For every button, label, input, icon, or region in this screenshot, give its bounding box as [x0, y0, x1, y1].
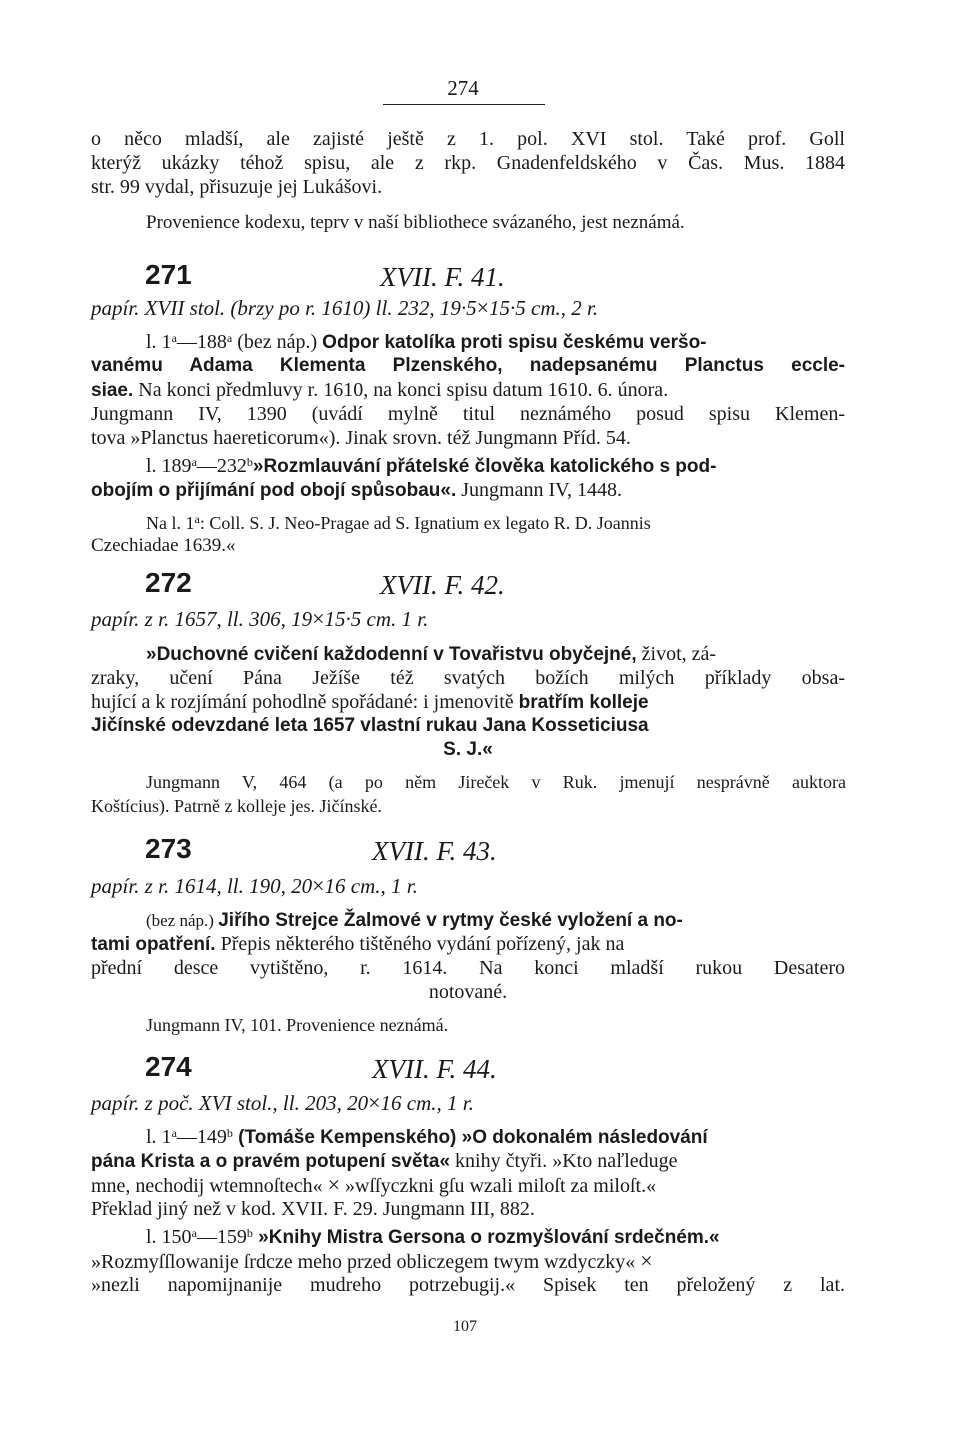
work-title: Odpor katolíka proti spisu českému veršo-	[322, 332, 707, 353]
entry-paragraph: l. 1$^a$—188$^a$ (bez náp.) Odpor katolíka proti spisu českému veršo-	[146, 331, 707, 353]
times-sign: ×	[640, 1248, 653, 1273]
intro-line: kterýž ukázky téhož spisu, ale z rkp. Gnadenfeldského v Čas. Mus. 1884	[91, 152, 845, 174]
entry-meta	[91, 1092, 474, 1114]
times-sign: ×	[327, 1172, 341, 1197]
entry-paragraph: obojím o přijímání pod obojí spůsobau«. Jungmann IV, 1448.	[91, 479, 622, 501]
work-title: bratřím kolleje	[518, 692, 649, 713]
provenance-note: Provenience kodexu, teprv v naší bibliothece svázaného, jest neznámá.	[146, 212, 685, 233]
meta-text: 16 cm., 1 r.	[324, 874, 418, 898]
entry-number: 273	[145, 833, 192, 864]
entry-paragraph: »nezli napomijnanije mudreho potrzebugij.« Spisek ten přeložený z lat.	[91, 1274, 845, 1296]
entry-meta	[91, 297, 598, 319]
entry-paragraph: l. 150$^a$—159$^b$ »Knihy Mistra Gersona o rozmyšlování srdečném.«	[146, 1226, 720, 1248]
entry-number: 272	[145, 567, 192, 598]
entry-paragraph: přední desce vytištěno, r. 1614. Na konci mladší rukou Desatero	[91, 957, 845, 979]
entry-paragraph: (bez náp.) Jiřího Strejce Žalmové v rytmy české vyložení a no-	[146, 910, 683, 931]
entry-paragraph: Jungmann IV, 1390 (uvádí mylně titul neznámého posud spisu Klemen-	[91, 403, 845, 425]
entry-paragraph: hující a k rozjímání pohodlně spořádané: i jmenovitě bratřím kolleje	[91, 691, 649, 713]
entry-paragraph: »Duchovné cvičení každodenní v Tovařistvu obyčejné, život, zá-	[146, 643, 717, 665]
meta-text: papír. z r. 1614, ll. 190, 20	[91, 874, 313, 898]
work-title: vanému Adama Klementa Plzenského, nadepsanému Planctus eccle-	[91, 355, 845, 376]
work-title: »Knihy Mistra Gersona o rozmyšlování srdečném.«	[252, 1227, 720, 1248]
entry-meta	[91, 608, 428, 630]
entry-note: Jungmann IV, 101. Provenience neznámá.	[146, 1015, 449, 1035]
work-title: Jiřího Strejce Žalmové v rytmy české vyložení a no-	[218, 910, 683, 931]
entry-paragraph: Překlad jiný než v kod. XVII. F. 29. Jungmann III, 882.	[91, 1198, 535, 1220]
signature-mark: 107	[453, 1318, 477, 1335]
meta-text: papír. XVII stol. (brzy po r. 1610) ll. 232, 19·5	[91, 296, 477, 320]
times-sign: ×	[312, 606, 325, 631]
meta-text: papír. z r. 1657, ll. 306, 19	[91, 607, 313, 631]
entry-number: 274	[145, 1051, 192, 1082]
entry-meta	[91, 875, 418, 897]
times-sign: ×	[312, 873, 325, 898]
meta-text: 15·5 cm. 1 r.	[324, 607, 429, 631]
intro-line: str. 99 vydal, přisuzuje jej Lukášovi.	[91, 176, 383, 198]
entry-paragraph: pána Krista a o pravém potupení světa« knihy čtyři. »Kto naľleduge	[91, 1150, 678, 1172]
shelf-signature: XVII. F. 42.	[380, 570, 505, 600]
work-title: obojím o přijímání pod obojí spůsobau«.	[91, 480, 457, 501]
shelf-signature: XVII. F. 43.	[372, 836, 497, 866]
work-title: »Rozmlauvání přátelské člověka katolického s pod-	[252, 456, 717, 477]
entry-paragraph: l. 1$^a$—149$^b$ (Tomáše Kempenského) »O dokonalém následování	[146, 1126, 708, 1148]
shelf-signature: XVII. F. 41.	[380, 262, 505, 292]
entry-note: Koštícius). Patrně z kolleje jes. Jičínské.	[91, 796, 382, 816]
times-sign: ×	[368, 1090, 381, 1115]
work-title: tami opatření.	[91, 934, 216, 955]
entry-paragraph: zraky, učení Pána Ježíše též svatých božích milých příklady obsa-	[91, 667, 845, 689]
work-title: pána Krista a o pravém potupení světa«	[91, 1151, 451, 1172]
page-number: 274	[447, 76, 479, 100]
header-rule	[383, 104, 545, 105]
entry-paragraph: Czechiadae 1639.«	[91, 535, 236, 556]
entry-paragraph: siae. Na konci předmluvy r. 1610, na konci spisu datum 1610. 6. února.	[91, 379, 669, 401]
work-title: S. J.«	[443, 739, 493, 760]
entry-paragraph: l. 189$^a$—232$^b$»Rozmlauvání přátelské člověka katolického s pod-	[146, 455, 717, 477]
shelf-signature: XVII. F. 44.	[372, 1054, 497, 1084]
meta-text: 16 cm., 1 r.	[380, 1091, 474, 1115]
work-title: (Tomáše Kempenského) »O dokonalém následování	[232, 1127, 708, 1148]
meta-text: papír. z poč. XVI stol., ll. 203, 20	[91, 1091, 369, 1115]
entry-paragraph: tova »Planctus haereticorum«). Jinak srovn. též Jungmann Příd. 54.	[91, 427, 631, 449]
entry-paragraph: »Rozmyſſlowanije ſrdcze meho przed obliczegem twym wzdyczky« ×	[91, 1248, 653, 1273]
work-title: Jičínské odevzdané leta 1657 vlastní rukau Jana Kosseticiusa	[91, 715, 649, 736]
entry-paragraph: mne, nechodij wtemnoſtech« × »wſſyczkni gſu wzali miloſt za miloſt.«	[91, 1172, 657, 1197]
entry-paragraph: notované.	[428, 981, 508, 1003]
work-title: »Duchovné cvičení každodenní v Tovařistvu obyčejné,	[146, 644, 637, 665]
entry-number: 271	[145, 259, 192, 290]
entry-paragraph: Na l. 1$^a$: Coll. S. J. Neo-Pragae ad S. Ignatium ex legato R. D. Joannis	[146, 512, 651, 533]
times-sign: ×	[476, 295, 489, 320]
meta-text: 15·5 cm., 2 r.	[489, 296, 599, 320]
entry-paragraph: tami opatření. Přepis některého tištěného vydání pořízený, jak na	[91, 933, 625, 955]
intro-line: o něco mladší, ale zajisté ještě z 1. pol. XVI stol. Také prof. Goll	[91, 128, 845, 150]
entry-note: Jungmann V, 464 (a po něm Jireček v Ruk. jmenují nesprávně auktora	[146, 772, 846, 792]
